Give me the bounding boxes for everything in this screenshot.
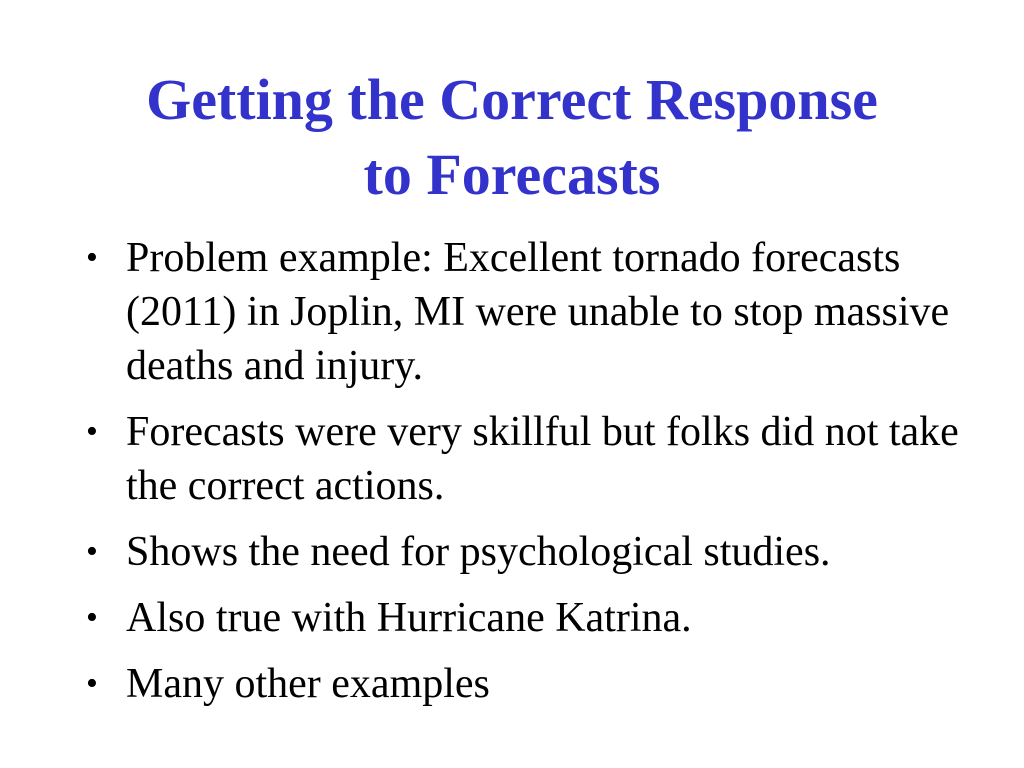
bullet-icon: • [86,665,98,702]
bullet-icon: • [86,413,98,450]
bullet-text: Problem example: Excellent tornado forecasts (2011) in Joplin, MI were unable to stop massive deaths and injury. [126,235,950,389]
bullet-text: Forecasts were very skillful but folks did not take the correct actions. [126,409,959,509]
bullet-text: Shows the need for psychological studies. [126,529,831,575]
slide-title-line-2: to Forecasts [363,142,661,207]
bullet-text: Also true with Hurricane Katrina. [126,595,692,641]
bullet-icon: • [86,239,98,276]
bullet-list [84,231,964,711]
bullet-item [84,405,964,513]
bullet-icon: • [86,533,98,570]
slide-title-line-1: Getting the Correct Response [146,67,878,132]
bullet-item [84,591,964,645]
bullet-icon: • [86,599,98,636]
bullet-text: Many other examples [126,661,490,707]
bullet-item [84,657,964,711]
bullet-item [84,231,964,393]
bullet-item [84,525,964,579]
slide-title [0,62,1024,212]
